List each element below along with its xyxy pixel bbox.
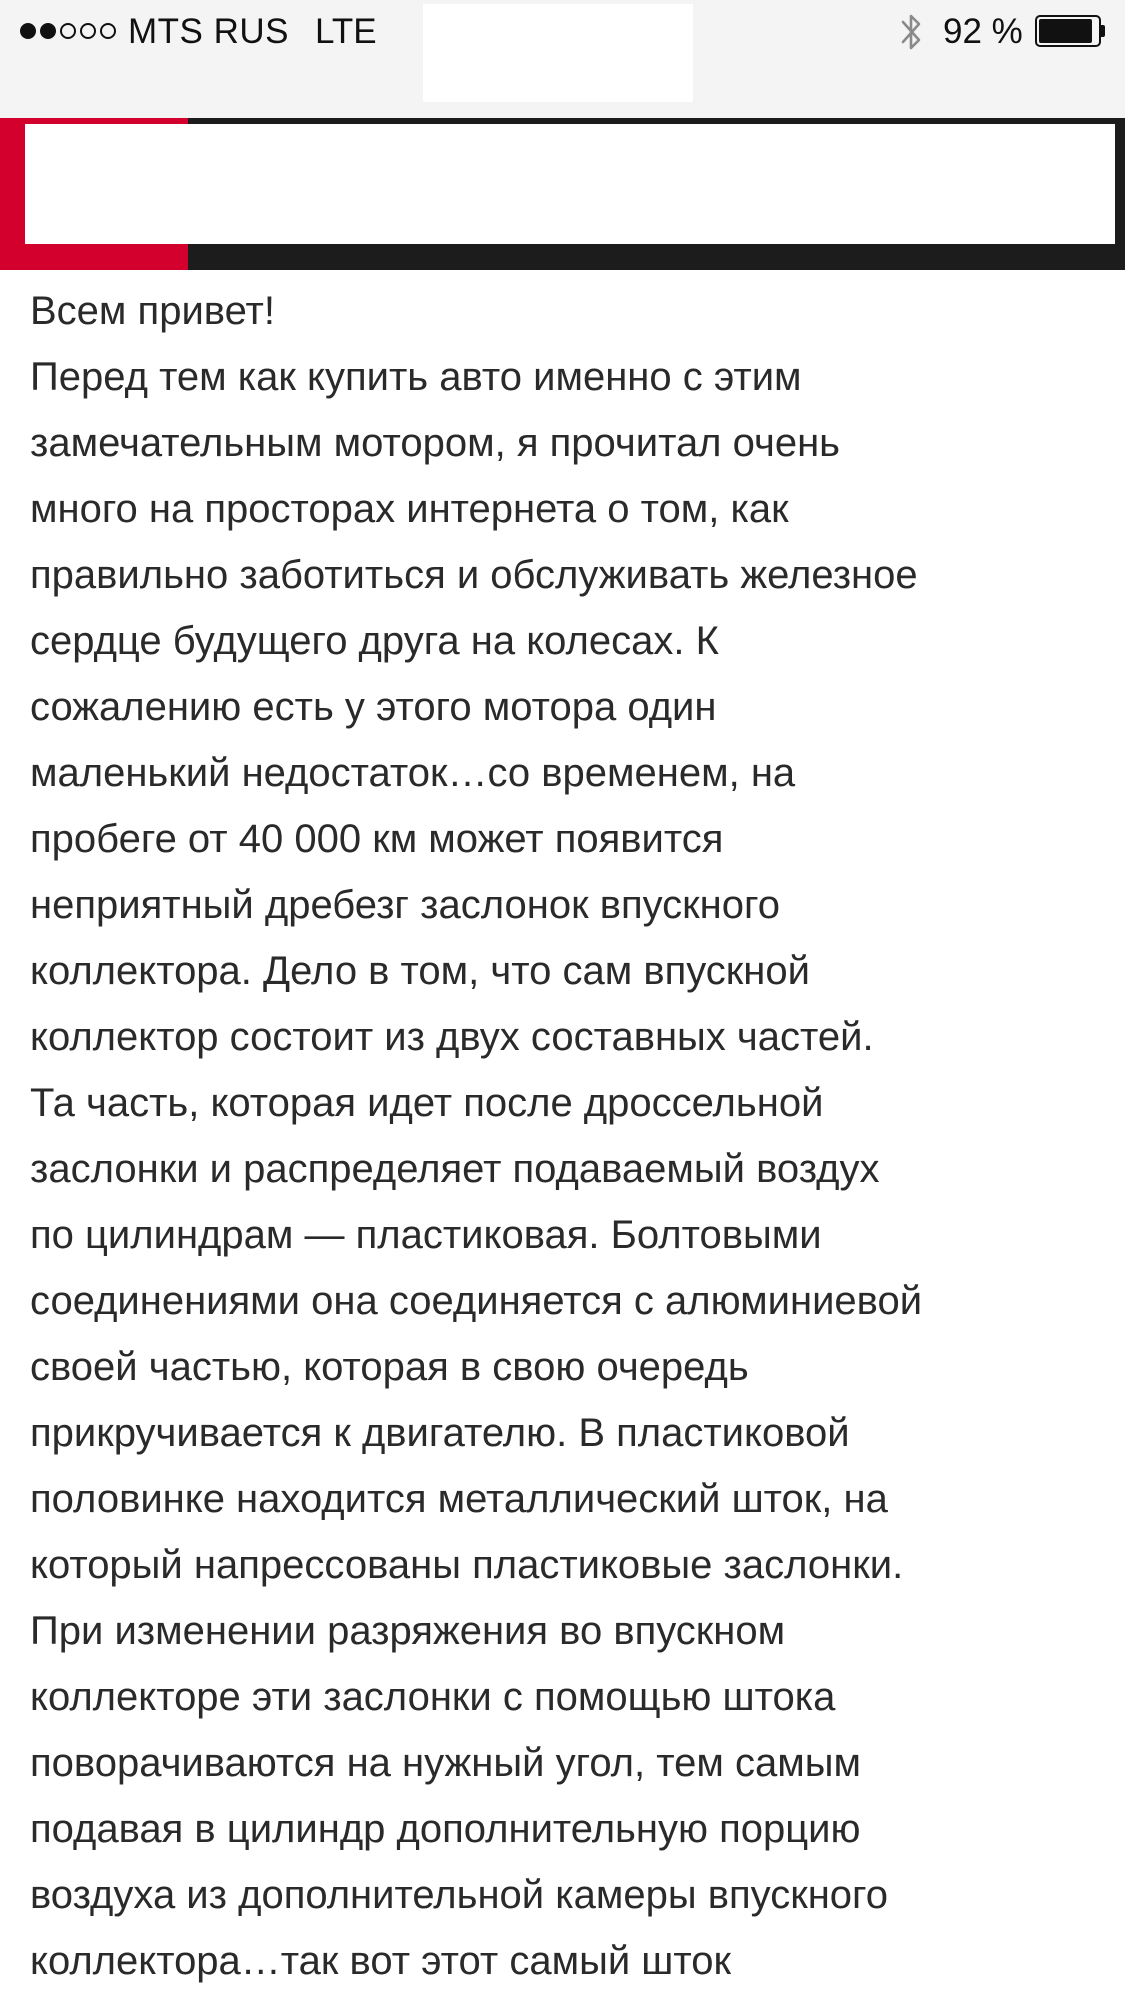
signal-dot — [20, 23, 36, 39]
article-text-line: который напрессованы пластиковые заслонки. — [30, 1543, 904, 1587]
article-text-line: по цилиндрам — пластиковая. Болтовыми — [30, 1213, 822, 1257]
article-text-line: пробеге от 40 000 км может появится — [30, 817, 724, 861]
article-text-line: поворачиваются на нужный угол, тем самым — [30, 1741, 861, 1785]
signal-dot — [80, 23, 96, 39]
bluetooth-icon — [897, 10, 925, 54]
network-type: LTE — [315, 12, 377, 51]
battery-icon — [1035, 15, 1105, 47]
article-text-line: Та часть, которая идет после дроссельной — [30, 1081, 824, 1125]
article-text-line: соединениями она соединяется с алюминиевой — [30, 1279, 923, 1323]
signal-dot — [60, 23, 76, 39]
article-text-line: замечательным мотором, я прочитал очень — [30, 421, 841, 465]
article-text-line: коллектор состоит из двух составных частей. — [30, 1015, 874, 1059]
article-text-line: коллектора. Дело в том, что сам впускной — [30, 949, 810, 993]
article-text-line: При изменении разряжения во впускном — [30, 1609, 786, 1653]
status-time-area — [423, 4, 693, 102]
article-text-line: Всем привет! — [30, 289, 275, 333]
status-bar — [0, 0, 1125, 118]
article-text-line: маленький недостаток…со временем, на — [30, 751, 796, 795]
article-text-line: заслонки и распределяет подаваемый воздух — [30, 1147, 880, 1191]
article-text-line: подавая в цилиндр дополнительную порцию — [30, 1807, 861, 1851]
header-logo-area[interactable] — [25, 124, 1115, 244]
article-text-line: сожалению есть у этого мотора один — [30, 685, 717, 729]
signal-dot — [100, 23, 116, 39]
article-text-line: половинке находится металлический шток, на — [30, 1477, 888, 1521]
signal-strength-icon — [20, 20, 116, 42]
article-text-line: Перед тем как купить авто именно с этим — [30, 355, 802, 399]
article-text-line: прикручивается к двигателю. В пластиковой — [30, 1411, 850, 1455]
site-header-banner[interactable] — [0, 118, 1125, 270]
article-text-line: коллектора…так вот этот самый шток — [30, 1939, 731, 1983]
article-text-line: сердце будущего друга на колесах. К — [30, 619, 719, 663]
battery-level — [1039, 19, 1092, 43]
carrier-name: MTS RUS — [128, 12, 289, 51]
article-text-line: много на просторах интернета о том, как — [30, 487, 789, 531]
article-text-line: своей частью, которая в свою очередь — [30, 1345, 749, 1389]
signal-dot — [40, 23, 56, 39]
article-text-line: коллекторе эти заслонки с помощью штока — [30, 1675, 836, 1719]
article-text-line: воздуха из дополнительной камеры впускного — [30, 1873, 888, 1917]
article-body — [30, 278, 1100, 1994]
article-text-line: неприятный дребезг заслонок впускного — [30, 883, 780, 927]
article-text-line: правильно заботиться и обслуживать железное — [30, 553, 918, 597]
battery-percentage: 92 % — [943, 12, 1023, 51]
